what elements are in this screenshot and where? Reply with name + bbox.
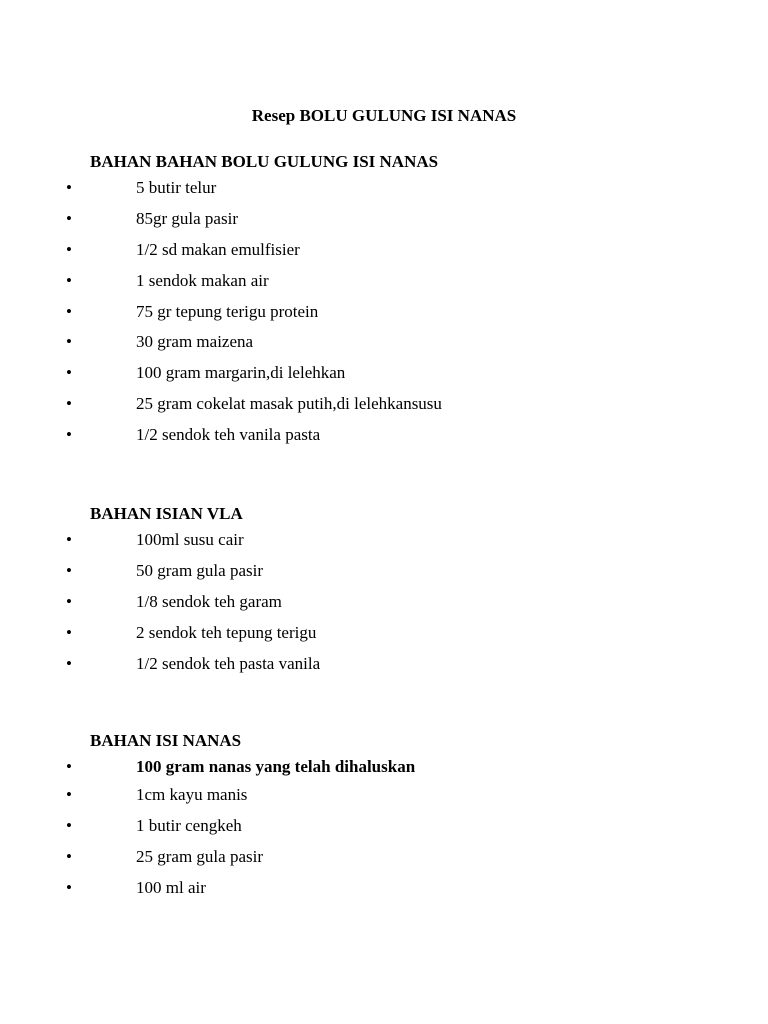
- bullet-icon: •: [66, 425, 72, 445]
- bullet-icon: •: [66, 178, 72, 197]
- bullet-icon: •: [66, 785, 72, 804]
- item-text: 1/8 sendok teh garam: [136, 591, 282, 611]
- bullet-icon: •: [66, 239, 72, 259]
- item-text: 75 gr tepung terigu protein: [136, 301, 319, 321]
- bullet-icon: •: [66, 622, 72, 642]
- bullet-icon: •: [66, 301, 72, 321]
- item-text: 100ml susu cair: [136, 530, 244, 549]
- item-text: 50 gram gula pasir: [136, 560, 263, 580]
- item-text: 1/2 sd makan emulfisier: [136, 239, 300, 259]
- item-text: 30 gram maizena: [136, 332, 254, 352]
- item-text: 25 gram cokelat masak putih,di lelehkansusu: [136, 394, 442, 414]
- page-title: Resep BOLU GULUNG ISI NANAS: [251, 106, 517, 125]
- bullet-icon: •: [66, 846, 72, 866]
- item-text: 100 ml air: [136, 877, 206, 897]
- bullet-icon: •: [66, 332, 72, 352]
- bullet-icon: •: [66, 591, 72, 611]
- item-text: 1 sendok makan air: [136, 270, 269, 290]
- item-text: 5 butir telur: [136, 178, 217, 197]
- bullet-icon: •: [66, 815, 72, 835]
- bullet-icon: •: [66, 877, 72, 897]
- bullet-icon: •: [66, 394, 72, 414]
- item-text: 1/2 sendok teh pasta vanila: [136, 653, 321, 673]
- bullet-icon: •: [66, 208, 72, 228]
- bullet-icon: •: [66, 363, 72, 383]
- item-text: 25 gram gula pasir: [136, 846, 263, 866]
- item-text: 100 gram margarin,di lelehkan: [136, 363, 346, 383]
- item-text: 2 sendok teh tepung terigu: [136, 622, 317, 642]
- bullet-icon: •: [66, 653, 72, 673]
- section-heading-nanas: BAHAN ISI NANAS: [90, 731, 242, 750]
- bullet-icon: •: [66, 270, 72, 290]
- section-heading-vla: BAHAN ISIAN VLA: [90, 504, 243, 523]
- section-heading-bolu: BAHAN BAHAN BOLU GULUNG ISI NANAS: [90, 152, 439, 171]
- bullet-icon: •: [66, 530, 72, 549]
- bullet-icon: •: [66, 757, 72, 776]
- bullet-icon: •: [66, 560, 72, 580]
- item-text: 1cm kayu manis: [136, 785, 248, 804]
- item-text: 85gr gula pasir: [136, 208, 238, 228]
- item-text: 1 butir cengkeh: [136, 815, 242, 835]
- item-text: 1/2 sendok teh vanila pasta: [136, 425, 321, 445]
- item-text: 100 gram nanas yang telah dihaluskan: [136, 757, 416, 776]
